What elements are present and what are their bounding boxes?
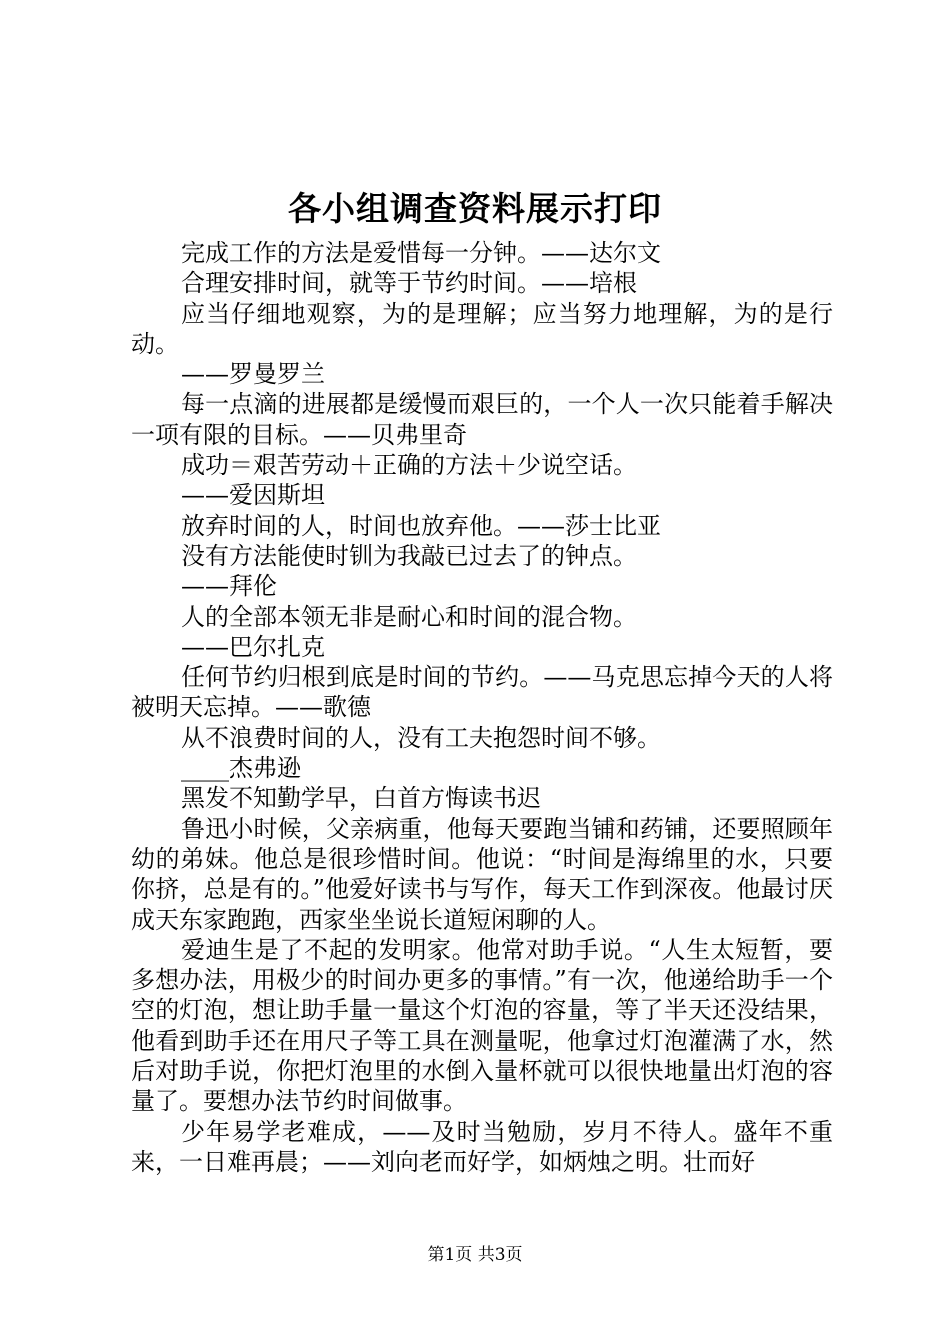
paragraph: 放弃时间的人，时间也放弃他。——莎士比亚	[181, 511, 661, 540]
paragraph: 从不浪费时间的人，没有工夫抱怨时间不够。	[181, 723, 661, 752]
paragraph: 人的全部本领无非是耐心和时间的混合物。	[181, 602, 637, 631]
paragraph: 黑发不知勤学早，白首方悔读书迟	[181, 784, 541, 813]
paragraph: 少年易学老难成，——及时当勉励，岁月不待人。盛年不重来，一日难再晨；——刘向老而好学，如炳烛之明。壮而好	[131, 1117, 833, 1176]
paragraph: 完成工作的方法是爱惜每一分钟。——达尔文	[181, 239, 661, 267]
page-title: 各小组调查资料展示打印	[288, 189, 662, 228]
paragraph: 鲁迅小时候，父亲病重，他每天要跑当铺和药铺，还要照顾年幼的弟妹。他总是很珍惜时间。他说：“时间是海绵里的水，只要你挤，总是有的。”他爱好读书与写作，每天工作到深夜。他最讨厌成天东家跑跑，西家坐坐说长道短闲聊的人。	[131, 814, 833, 934]
paragraph: 应当仔细地观察，为的是理解；应当努力地理解，为的是行动。	[131, 299, 833, 358]
paragraph: 任何节约归根到底是时间的节约。——马克思忘掉今天的人将被明天忘掉。——歌德	[131, 663, 833, 722]
paragraph: 合理安排时间，就等于节约时间。——培根	[181, 269, 637, 298]
paragraph: ——巴尔扎克	[181, 632, 325, 661]
paragraph: ——罗曼罗兰	[181, 360, 325, 389]
paragraph: ——拜伦	[181, 572, 277, 601]
paragraph: ____杰弗逊	[181, 754, 301, 783]
paragraph: 爱迪生是了不起的发明家。他常对助手说。“人生太短暂，要多想办法，用极少的时间办更多的事情。”有一次，他递给助手一个空的灯泡，想让助手量一量这个灯泡的容量，等了半天还没结果，他看到助手还在用尺子等工具在测量呢，他拿过灯泡灌满了水，然后对助手说，你把灯泡里的水倒入量杯就可以很快地量出灯泡的容量了。要想办法节约时间做事。	[131, 935, 833, 1116]
paragraph: ——爱因斯坦	[181, 481, 325, 510]
paragraph: 每一点滴的进展都是缓慢而艰巨的，一个人一次只能着手解决一项有限的目标。——贝弗里奇	[131, 390, 833, 449]
document-body	[131, 238, 833, 1177]
page-footer: 第1页 共3页	[427, 1245, 523, 1265]
paragraph: 成功＝艰苦劳动＋正确的方法＋少说空话。	[181, 451, 637, 480]
paragraph: 没有方法能使时钏为我敲已过去了的钟点。	[181, 541, 637, 570]
